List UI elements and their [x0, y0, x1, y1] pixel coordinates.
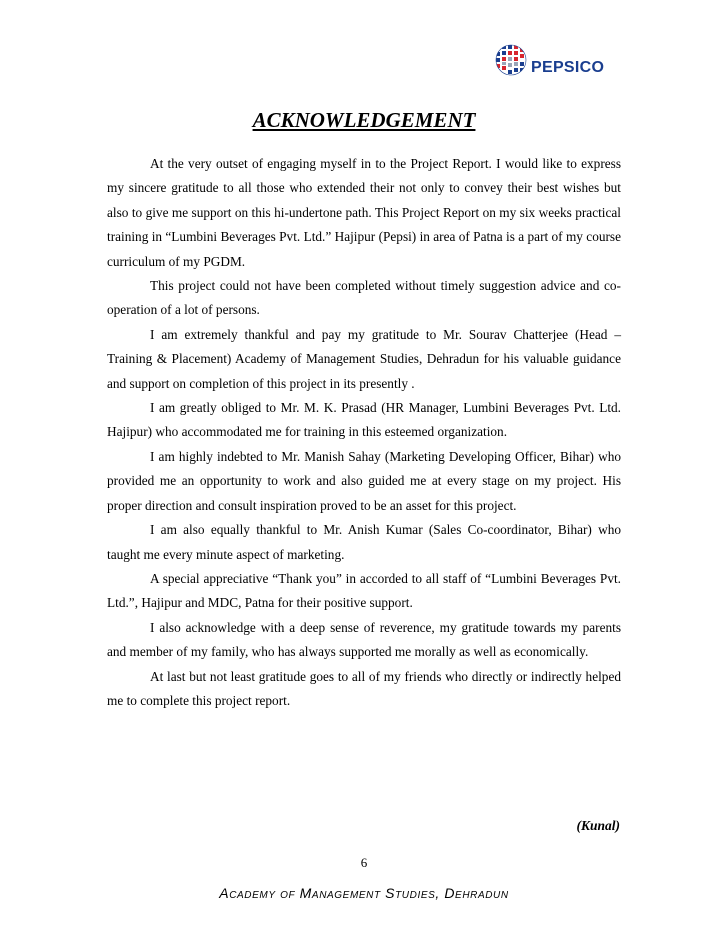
paragraph: A special appreciative “Thank you” in accorded to all staff of “Lumbini Beverages Pvt. Ltd.”, Hajipur and MDC, Patna for their positive support. [107, 570, 621, 611]
logo-wordmark: PEPSICO [531, 59, 605, 76]
pepsico-globe-icon [494, 40, 528, 80]
paragraph: I am highly indebted to Mr. Manish Sahay (Marketing Developing Officer, Bihar) who provided me an opportunity to work and also guided me at every stage on my project. His proper direction and consult inspiration proved to be an asset for this project. [107, 448, 621, 513]
page-number: 6 [360, 855, 368, 870]
acknowledgement-body [107, 152, 621, 713]
pepsico-logo [494, 40, 624, 80]
paragraph: I am also equally thankful to Mr. Anish Kumar (Sales Co-coordinator, Bihar) who taught me every minute aspect of marketing. [107, 522, 621, 562]
paragraph: I also acknowledge with a deep sense of reverence, my gratitude towards my parents and member of my family, who has always supported me morally as well as economically. [107, 619, 621, 660]
page-title: ACKNOWLEDGEMENT [252, 108, 476, 132]
signature: (Kunal) [576, 818, 620, 833]
paragraph: I am extremely thankful and pay my gratitude to Mr. Sourav Chatterjee (Head – Training & Placement) Academy of Management Studies, Dehradun for his valuable guidance and support on completion of this project in its presently . [107, 326, 621, 391]
page-footer: Academy of Management Studies, Dehradun [219, 885, 509, 901]
paragraph: At last but not least gratitude goes to all of my friends who directly or indirectly helped me to complete this project report. [107, 668, 621, 708]
paragraph: I am greatly obliged to Mr. M. K. Prasad (HR Manager, Lumbini Beverages Pvt. Ltd. Hajipur) who accommodated me for training in this esteemed organization. [107, 400, 621, 440]
paragraph: This project could not have been completed without timely suggestion advice and co-operation of a lot of persons. [107, 278, 621, 318]
paragraph: At the very outset of engaging myself in to the Project Report. I would like to express my sincere gratitude to all those who extended their not only to convey their best wishes but also to give me support on this hi-undertone path. This Project Report on my six weeks practical training in “Lumbini Beverages Pvt. Ltd.” Hajipur (Pepsi) in area of Patna is a part of my course curriculum of my PGDM. [107, 156, 621, 269]
